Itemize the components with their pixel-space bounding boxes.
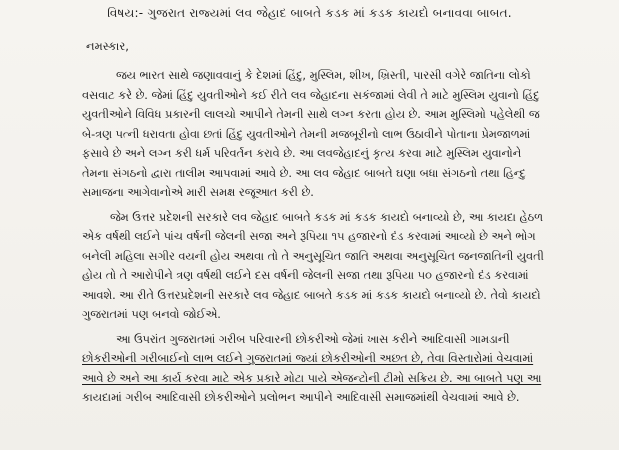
paragraph-line: ફસાવે છે અને લગ્ન કરી ધર્મ પરિવર્તન કરાવે છે. આ લવજેહાદનું કૃત્ય કરવા માટે મુસ્લિમ યુવાનોને: [82, 147, 522, 160]
paragraph-line-underlined: આવે છે અને આ કાર્ય કરવા માટે એક પ્રકારે મોટા પાયે એજન્ટોની ટીમો સક્રિય છે. આ બાબતે પણ આ: [82, 371, 542, 385]
paragraph-line: યુવતીઓને વિવિધ પ્રકારની લાલચો આપીને તેમની સાથે લગ્ન કરતા હોય છે. આમ મુસ્લિમો પહેલેથી જ: [82, 108, 540, 121]
paragraph-line: ગુજરાતમાં પણ બનવો જોઈએ.: [82, 308, 221, 321]
paragraph-line: એક વર્ષથી લઈને પાંચ વર્ષની જેલની સજા અને રૂપિયા ૧૫ હજારનો દંડ કરવામાં આવ્યો છે અને ભોગ: [82, 230, 536, 243]
paragraph-line: વસવાટ કરે છે. જેમાં હિંદુ યુવતીઓને કઈ રીતે લવ જેહાદના સકંજામાં લેવી તે માટે મુસ્લિમ યુવાનો હિંદુ: [82, 88, 540, 102]
paragraph-3: [82, 330, 612, 408]
paragraph-line: સમાજના આગેવાનોએ મારી સમક્ષ રજૂઆત કરી છે.: [82, 186, 314, 199]
letter-subject: વિષય:- ગુજરાત રાજ્યમાં લવ જેહાદ બાબતે કડક માં કડક કાયદો બનાવવા બાબત.: [107, 6, 512, 20]
paragraph-line: જેમ ઉત્તર પ્રદેશની સરકારે લવ જેહાદ બાબતે કડક માં કડક કાયદો બનાવ્યો છે, આ કાયદા હેઠળ: [110, 210, 543, 224]
paragraph-line: તેમના સંગઠનો દ્વારા તાલીમ આપવામાં આવે છે. આ લવ જેહાદ બાબતે ઘણા બધા સંગઠનો તથા હિન્દુ: [82, 166, 526, 180]
paragraph-line: હોય તો તે આરોપીને ત્રણ વર્ષથી લઈને દસ વર્ષની જેલની સજા તથા રૂપિયા ૫૦ હજારનો દંડ કરવામાં: [82, 269, 529, 282]
paragraph-line-underlined: છોકરીઓની ગરીબાઈનો લાભ લઈને ગુજરાતમાં જ્યાં છોકરીઓની અછત છે, તેવા વિસ્તારોમાં વેચવામાં: [82, 352, 534, 365]
paragraph-line: કાયદામાં ગરીબ આદિવાસી છોકરીઓને પ્રલોભન આપીને આદિવાસી સમાજમાંથી વેચવામાં આવે છે.: [82, 391, 520, 404]
paragraph-line: આ ઉપરાંત ગુજરાતમાં ગરીબ પરિવારની છોકરીઓ જેમાં ખાસ કરીને આદિવાસી ગામડાની: [116, 332, 510, 346]
letter-greeting: નમસ્કાર,: [86, 39, 129, 53]
paragraph-line: બે-ત્રણ પત્ની ધરાવતા હોવા છતાં હિંદુ યુવતીઓને તેમની મજબૂરીનો લાભ ઉઠાવીને પોતાના પ્રેમજાળમાં: [82, 127, 531, 141]
paragraph-line: જય ભારત સાથે જણાવવાનું કે દેશમાં હિંદુ, મુસ્લિમ, શીખ, ખ્રિસ્તી, પારસી વગેરે જાતિના લોકો: [116, 69, 531, 82]
letter-body: [82, 66, 612, 408]
paragraph-line: આવશે. આ રીતે ઉત્તરપ્રદેશની સરકારે લવ જેહાદ બાબતે કડક માં કડક કાયદો બનાવ્યો છે. તેવો કાયદો: [82, 288, 541, 302]
paragraph-line: બનેલી મહિલા સગીર વયની હોય અથવા તો તે અનુસૂચિત જાતિ અથવા અનુસૂચિત જનજાતિની યુવતી: [82, 249, 544, 263]
paragraph-2: [82, 208, 612, 325]
paragraph-1: [82, 66, 612, 203]
